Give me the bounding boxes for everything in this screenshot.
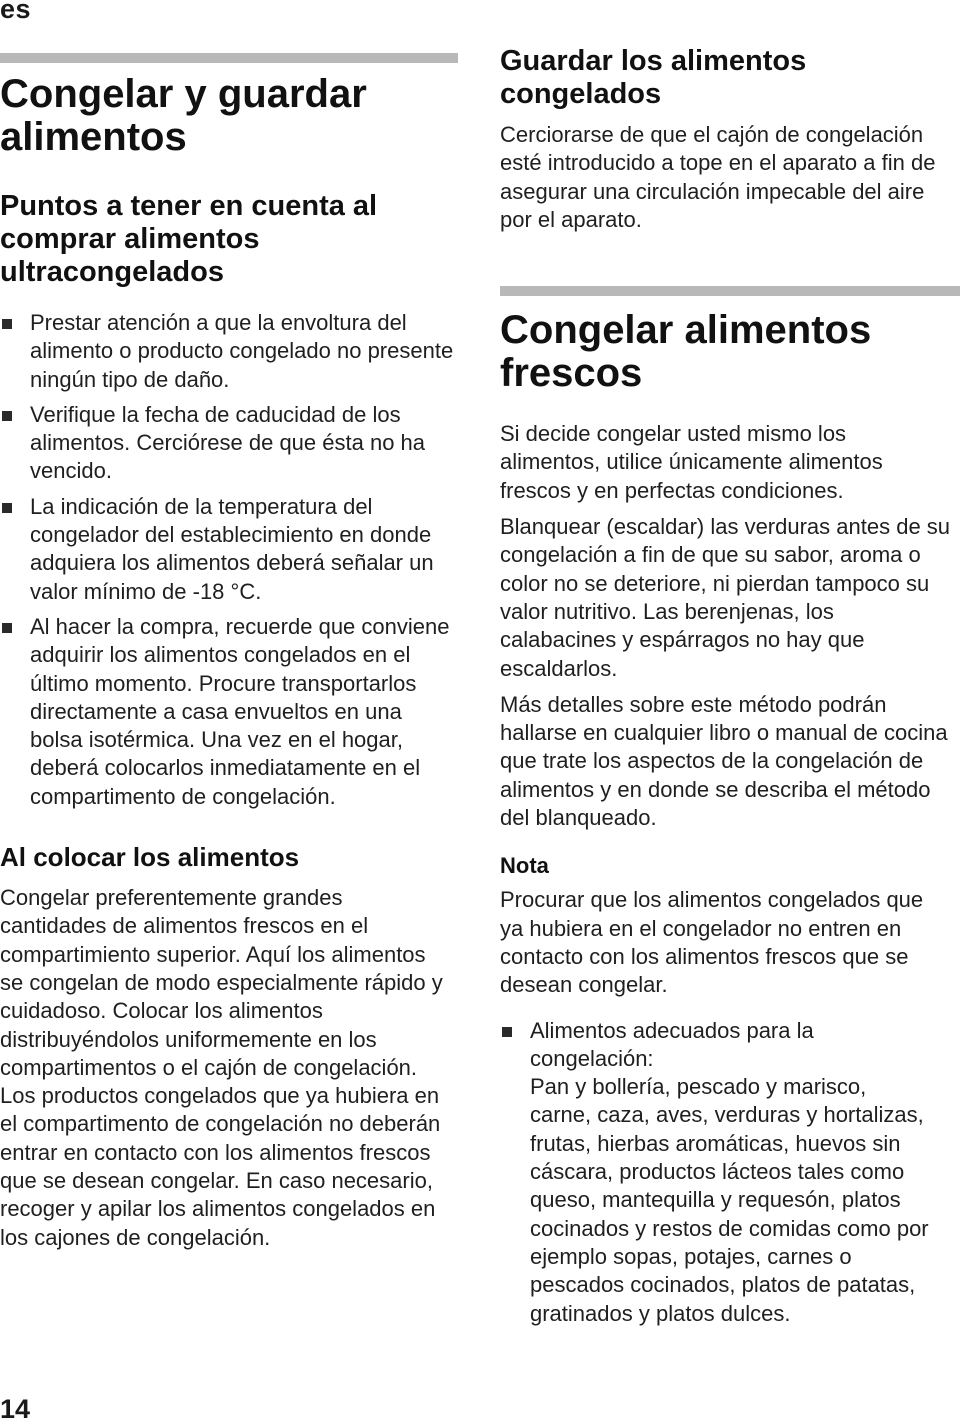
fresh-paragraph: Si decide congelar usted mismo los alimentos, utilice únicamente alimentos frescos y en perfectas condiciones. <box>500 421 883 503</box>
placing-text: Congelar preferentemente grandes cantidades de alimentos frescos en el compartimiento superior. Aquí los alimentos se congelan de modo especialmente rápido y cuidadoso. Colocar los alimentos distribuyéndolos uniformemente en los compartimentos o el cajón de congelación. Los productos congelados que ya hubiera en el compartimento de congelación no deberán entrar en contacto con los alimentos frescos que se desean congelar. En caso necesario, recoger y apilar los alimentos congelados en los cajones de congelación. <box>0 885 443 1250</box>
note-label: Nota <box>500 853 549 879</box>
right-column <box>500 0 960 1335</box>
section-rule <box>0 53 458 63</box>
bullet-square-icon <box>2 623 12 633</box>
list-item: La indicación de la temperatura del congelador del establecimiento en donde adquiera los alimentos deberá señalar un valor mínimo de -18 °C. <box>0 493 452 606</box>
suitable-foods-text: Pan y bollería, pescado y marisco, carne, caza, aves, verduras y hortalizas, frutas, hierbas aromáticas, huevos sin cáscara, productos lácteos tales como queso, mantequilla y requesón, platos cocinados y restos de comidas como por ejemplo sopas, potajes, carnes o pescados cocinados, platos de patatas, gratinados y platos dulces. <box>530 1074 929 1326</box>
page-number: 14 <box>0 1394 31 1424</box>
left-column <box>0 0 458 1252</box>
page-title: Congelar y guardar alimentos <box>0 72 367 159</box>
storing-heading: Guardar los alimentos congelados <box>500 45 807 110</box>
suitable-foods-list <box>500 1017 960 1328</box>
bullet-square-icon <box>502 1027 512 1037</box>
list-item: Verifique la fecha de caducidad de los alimentos. Cerciórese de que ésta no ha vencido. <box>0 401 458 486</box>
purchase-bullet-list <box>0 309 458 811</box>
suitable-label: Alimentos adecuados para la congelación: <box>530 1017 814 1071</box>
purchase-heading: Puntos a tener en cuenta al comprar alimentos ultracongelados <box>0 190 378 288</box>
fresh-title: Congelar alimentos frescos <box>500 308 872 396</box>
fresh-paragraph: Más detalles sobre este método podrán hallarse en cualquier libro o manual de cocina que trate los aspectos de la congelación de alimentos y en donde se describa el método del blanqueado. <box>500 691 948 831</box>
list-item: Al hacer la compra, recuerde que conviene adquirir los alimentos congelados en el último momento. Procure transportarlos directamente a casa envueltos en una bolsa isotérmica. Una vez en el hogar, deberá colocarlos inmediatamente en el compartimento de congelación. <box>0 613 458 811</box>
bullet-square-icon <box>2 503 12 513</box>
list-item <box>500 1017 930 1328</box>
storing-text: Cerciorarse de que el cajón de congelación esté introducido a tope en el aparato a fin de asegurar una circulación impecable del aire por el aparato. <box>500 122 936 232</box>
list-item: Prestar atención a que la envoltura del alimento o producto congelado no presente ningún tipo de daño. <box>0 309 458 394</box>
fresh-paragraph: Blanquear (escaldar) las verduras antes de su congelación a fin de que su sabor, aroma o color no se deteriore, ni pierdan tampoco su valor nutritivo. Las berenjenas, los calabacines y espárragos no hay que escaldarlos. <box>500 514 951 681</box>
note-text: Procurar que los alimentos congelados que ya hubiera en el congelador no entren en contacto con los alimentos frescos que se desean congelar. <box>500 887 924 998</box>
bullet-square-icon <box>2 411 12 421</box>
placing-heading: Al colocar los alimentos <box>0 842 300 873</box>
language-code: es <box>0 0 32 24</box>
section-rule <box>500 286 960 296</box>
bullet-square-icon <box>2 319 12 329</box>
